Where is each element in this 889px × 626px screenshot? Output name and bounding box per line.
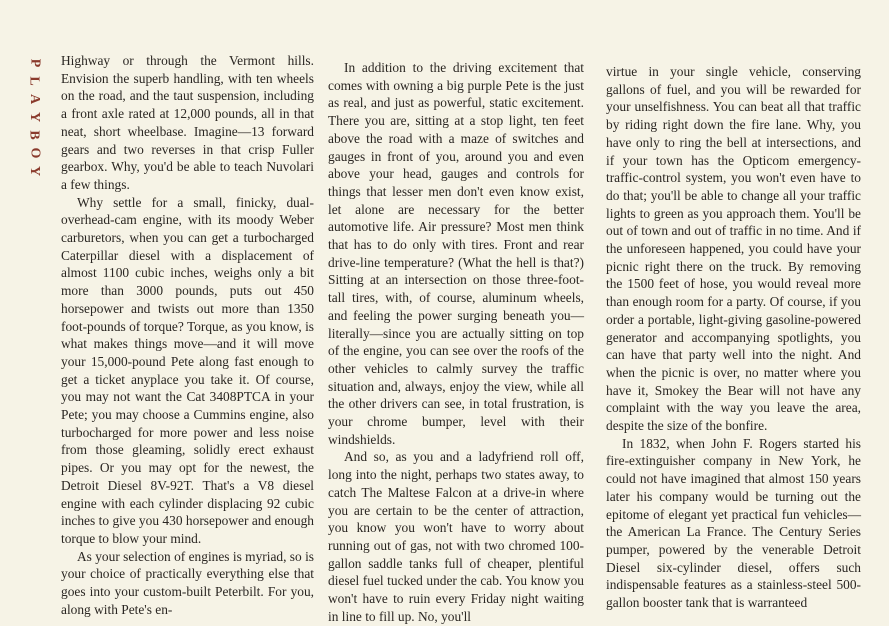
magazine-letter: L (27, 76, 42, 86)
paragraph: Why settle for a small, finicky, dual-overhead-cam engine, with its moody Weber carburetors, when you can get a turbocharged Caterpillar diesel with a displacement of almost 1100 cubic inches, weighs only a bit more than 3000 pounds, puts out 450 horsepower and twists out more than 1350 foot-pounds of torque? Torque, as you know, is what makes things move—and it will move your 15,000-pound Pete along fast enough to get a ticket anyplace you take it. Of course, you may not want the Cat 3408PTCA in your Pete; you may choose a Cummins engine, also turbocharged for more power and less noise from those gleaming, solidly erect exhaust pipes. Or you may opt for the newest, the Detroit Diesel 8V-92T. That's a V8 diesel engine with each cylinder displacing 92 cubic inches to give you 430 horsepower and enough torque to blow your mind. (61, 194, 314, 546)
magazine-letter: Y (27, 165, 42, 177)
magazine-letter: Y (27, 111, 42, 123)
magazine-letter: P (27, 58, 42, 68)
text-column-3 (606, 63, 861, 612)
text-column-2 (328, 59, 584, 626)
paragraph: In 1832, when John F. Rogers started his fire-extinguisher company in New York, he could not have imagined that almost 150 years later his company would be turning out the epitome of elegant yet practical fun vehicles—the American La France. The Century Series pumper, powered by the venerable Detroit Diesel six-cylinder diesel, offers such indispensable features as a stainless-steel 500-gallon booster tank that is warranteed (606, 435, 861, 611)
paragraph: And so, as you and a ladyfriend roll off, long into the night, perhaps two states away, to catch The Maltese Falcon at a drive-in where you are certain to be the center of attraction, you know you won't have to worry about running out of gas, not with two chromed 100-gallon saddle tanks full of cheaper, plentiful diesel fuel tucked under the cab. You know you won't have to ruin every Friday night waiting in line to fill up. No, you'll (328, 449, 584, 624)
magazine-letter: B (27, 130, 42, 140)
magazine-name-vertical (24, 54, 44, 180)
text-column-1 (61, 52, 314, 619)
magazine-letter: A (27, 93, 42, 105)
paragraph: As your selection of engines is myriad, so is your choice of practically everything else that goes into your custom-built Peterbilt. For you, along with Pete's en- (61, 548, 314, 617)
paragraph: In addition to the driving excitement that comes with owning a big purple Pete is the just as real, and just as powerful, static excitement. There you are, sitting at a stop light, ten feet above the road with a maze of switches and gauges in front of you, around you and even above your head, gauges and controls for things that lesser men don't even know exist, let alone are necessary for the better automotive life. Air pressure? Most men think that has to do only with tires. Front and rear drive-line temperature? (What the hell is that?) Sitting at an intersection on those three-foot-tall tires, with, of course, aluminum wheels, and feeling the power surging beneath you—literally—since you are actually sitting on top of the engine, you can see over the roofs of the other vehicles to calmly survey the traffic situation and, always, enjoy the view, while all the other drivers can see, in total frustration, is your chrome bumper, level with their windshields. (328, 60, 584, 447)
paragraph: Highway or through the Vermont hills. Envision the superb handling, with ten wheels on the road, and the taut suspension, including a front axle rated at 12,000 pounds, all in that neat, short wheelbase. Imagine—13 forward gears and two reverses in that crisp Fuller gearbox. Why, you'd be able to teach Nuvolari a few things. (61, 53, 314, 192)
paragraph: virtue in your single vehicle, conserving gallons of fuel, and you will be rewarded for your unselfishness. You can beat all that traffic by riding right down the fire lane. Why, you have only to ring the bell at intersections, and if your town has the Opticom emergency-traffic-control system, you won't even have to do that; you'll be able to change all your traffic lights to green as you approach them. You'll be out of town and out of traffic in no time. And if the unforeseen happened, you could have your picnic right there on the truck. By removing the 1500 feet of hose, you would reveal more than enough room for a party. Of course, if you order a portable, light-giving gasoline-powered generator and accompanying spotlights, you can have that party well into the night. And when the picnic is over, no matter where you have it, Smokey the Bear will not have any complaint with the way you leave the area, despite the size of the bonfire. (606, 64, 861, 434)
magazine-letter: O (26, 147, 42, 159)
